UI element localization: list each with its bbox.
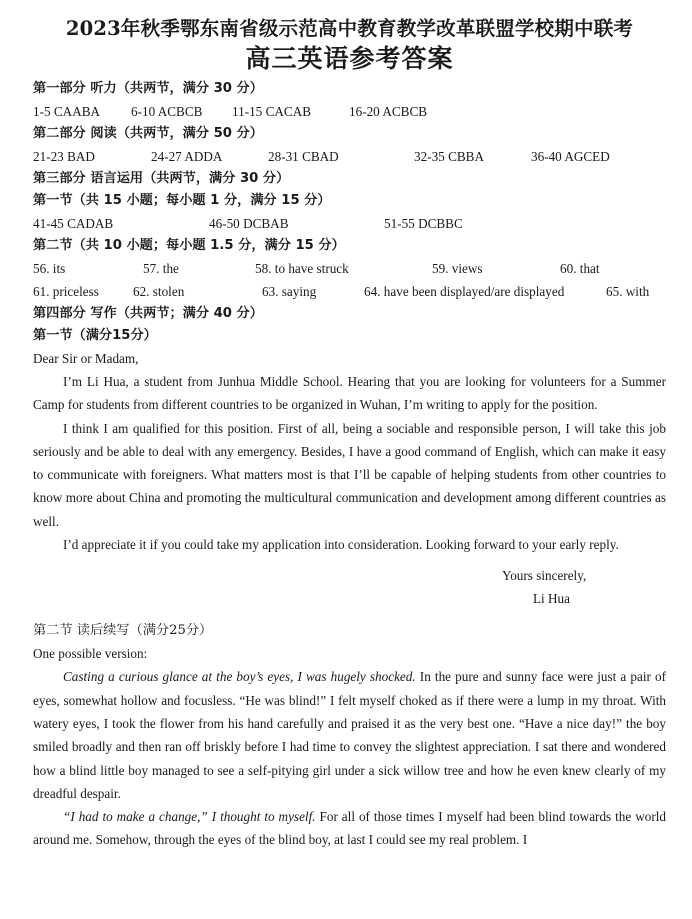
answer-group: 11-15 CACAB xyxy=(232,104,312,119)
answer-item: 64. have been displayed/are displayed xyxy=(364,284,565,299)
answer-item: 65. with xyxy=(606,284,650,299)
continuation-paragraph xyxy=(33,665,666,805)
part3-section1-heading: 第一节（共 15 小题；每小题 1 分，满分 15 分） xyxy=(33,193,331,208)
answer-group: 41-45 CADAB xyxy=(33,216,114,231)
exam-title: 2023年秋季鄂东南省级示范高中教育教学改革联盟学校期中联考 xyxy=(65,17,634,40)
answer-item: 62. stolen xyxy=(133,284,185,299)
answer-group: 36-40 AGCED xyxy=(531,149,610,164)
paragraph-body: For all of those times I myself had been blind towards the world around me. Somehow, through the eyes of the blind boy, at last I could see my real problem. I xyxy=(33,809,666,848)
letter-signature: Li Hua xyxy=(533,591,570,607)
letter-paragraph: I’m Li Hua, a student from Junhua Middle School. Hearing that you are looking for volunteers for a Summer Camp for students from different countries to be organized in Wuhan, I’m writing to apply for the position. xyxy=(33,374,666,413)
part3-section1-answers xyxy=(33,212,666,235)
answer-group: 28-31 CBAD xyxy=(268,149,339,164)
part3-section2-row2 xyxy=(33,280,666,303)
part2-heading: 第二部分 阅读（共两节，满分 50 分） xyxy=(33,126,263,141)
answer-group: 32-35 CBBA xyxy=(414,149,484,164)
answer-item: 59. views xyxy=(432,261,483,276)
answer-group: 24-27 ADDA xyxy=(151,149,223,164)
answer-item: 58. to have struck xyxy=(255,261,349,276)
answer-item: 60. that xyxy=(560,261,600,276)
part4-section2-heading: 第二节 读后续写（满分25分） xyxy=(33,623,213,639)
answer-group: 21-23 BAD xyxy=(33,149,95,164)
letter-closing: Yours sincerely, xyxy=(502,568,587,584)
answer-group: 6-10 ACBCB xyxy=(131,104,203,119)
answer-item: 57. the xyxy=(143,261,179,276)
continuation-paragraph xyxy=(33,805,666,852)
paragraph-lead-sentence: Casting a curious glance at the boy’s eyes, I was hugely shocked. xyxy=(63,669,416,685)
letter-paragraph: I’d appreciate it if you could take my application into consideration. Looking forward to your early reply. xyxy=(63,537,619,553)
part1-answers xyxy=(33,100,666,123)
paragraph-body: In the pure and sunny face were just a pair of eyes, somewhat hollow and focusless. “He was blind!” I felt myself choked as if there were a lump in my throat. With watery eyes, I took the flower from his hand carefully and praised it as the very best one. “Have a nice day!” the boy smiled broadly and then ran off briskly before I had time to convey the slightest appreciation. I sat there and wondered how a blind little boy managed to see a self-pitying girl under a sick willow tree and how he even knew clearly of my dreadful despair. xyxy=(33,669,667,801)
part1-heading: 第一部分 听力（共两节，满分 30 分） xyxy=(33,81,263,96)
continuation-intro: One possible version: xyxy=(33,646,148,662)
answer-group: 51-55 DCBBC xyxy=(384,216,463,231)
part3-section2-row1 xyxy=(33,257,666,280)
paragraph-lead-sentence: “I had to make a change,” I thought to myself. xyxy=(63,809,316,825)
letter-paragraph: I think I am qualified for this position. First of all, being a sociable and responsible person, I will take this job seriously and be able to deal with any emergency. Besides, I have a good command of English, which can make it easy to communicate with foreigners. What matters most is that I’ll be capable of helping students from other countries to know more about China and promoting the multicultural communication and development among different countries as well. xyxy=(33,420,666,529)
answer-key-title: 高三英语参考答案 xyxy=(245,44,454,73)
part3-heading: 第三部分 语言运用（共两节，满分 30 分） xyxy=(33,171,290,186)
answer-group: 46-50 DCBAB xyxy=(209,216,289,231)
answer-item: 63. saying xyxy=(262,284,317,299)
part4-heading: 第四部分 写作（共两节；满分 40 分） xyxy=(33,306,263,321)
letter-greeting: Dear Sir or Madam, xyxy=(33,351,139,366)
answer-item: 56. its xyxy=(33,261,66,276)
answer-item: 61. priceless xyxy=(33,284,99,299)
answer-group: 1-5 CAABA xyxy=(33,104,101,119)
part4-section1-heading: 第一节（满分15分） xyxy=(33,328,157,343)
part3-section2-heading: 第二节（共 10 小题；每小题 1.5 分，满分 15 分） xyxy=(33,238,345,253)
part2-answers xyxy=(33,145,666,168)
answer-group: 16-20 ACBCB xyxy=(349,104,428,119)
